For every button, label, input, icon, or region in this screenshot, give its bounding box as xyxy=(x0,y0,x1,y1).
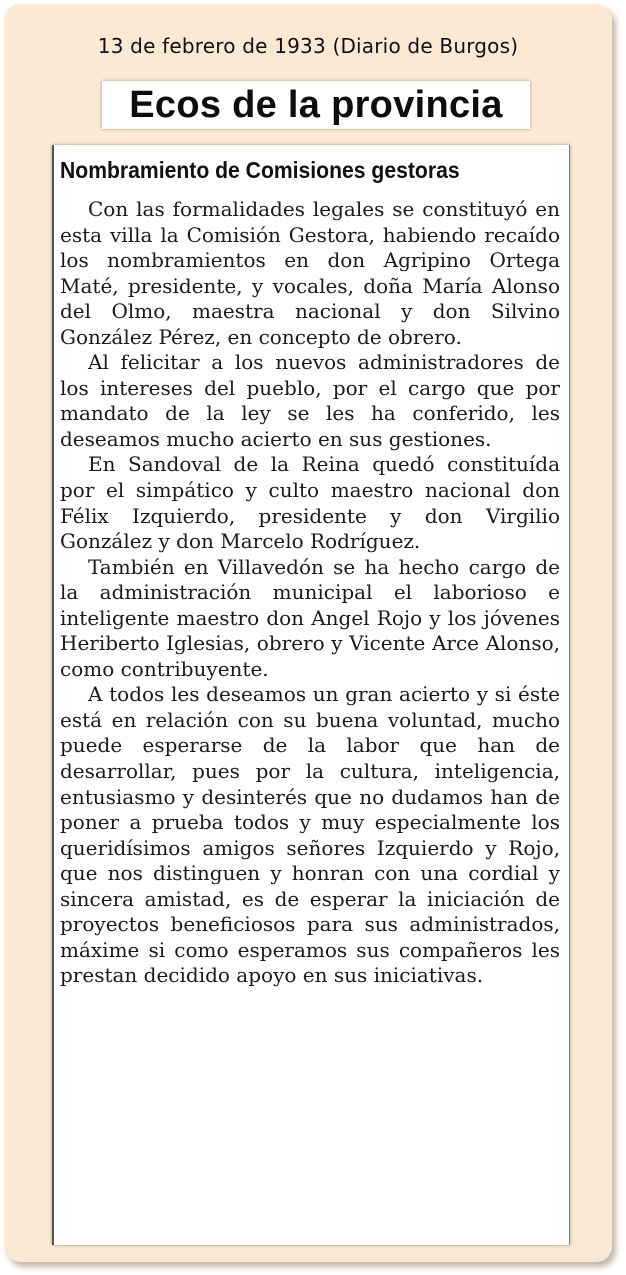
article-paragraph: También en Villavedón se ha hecho cargo de la administración municipal el laborioso e inteligente maestro don Angel Rojo y los jóvenes Heriberto Iglesias, obrero y Vicente Arce Alonso, como contribuyente. xyxy=(60,554,560,681)
article-paragraph: En Sandoval de la Reina quedó constituída por el simpático y culto maestro nacional don Félix Izquierdo, presidente y don Virgilio González y don Marcelo Rodríguez. xyxy=(60,452,560,554)
column-rule-left xyxy=(52,145,54,1245)
article-paragraph: A todos les deseamos un gran acierto y si éste está en relación con su buena voluntad, mucho puede esperarse de la labor que han de desarrollar, pues por la cultura, inteligencia, entusiasmo y desinterés que no dudamos han de poner a prueba todos y muy especialmente los queridísimos amigos señores Izquierdo y Rojo, que nos distinguen y honran con una cordial y sincera amistad, es de esperar la iniciación de proyectos beneficiosos para sus administrados, máxime si como esperamos sus compañeros les prestan decidido apoyo en sus iniciativas. xyxy=(60,682,560,988)
article-headline: Nombramiento de Comisiones gestoras xyxy=(60,157,460,183)
article-paragraph: Con las formalidades legales se constituyó en esta villa la Comisión Gestora, habiendo recaído los nombramientos en don Agripino Ortega Maté, presidente, y vocales, doña María Alonso del Olmo, maestra nacional y don Silvino González Pérez, en concepto de obrero. xyxy=(60,197,560,349)
newspaper-clipping xyxy=(52,145,570,1245)
date-source-caption: 13 de febrero de 1933 (Diario de Burgos) xyxy=(97,34,519,58)
article-paragraph: Al felicitar a los nuevos administradores de los intereses del pueblo, por el cargo que por mandato de la ley se les ha conferido, les deseamos mucho acierto en sus gestiones. xyxy=(60,350,560,451)
column-rule-right xyxy=(569,145,570,1245)
section-title: Ecos de la provincia xyxy=(102,81,530,129)
article-body xyxy=(60,197,560,989)
